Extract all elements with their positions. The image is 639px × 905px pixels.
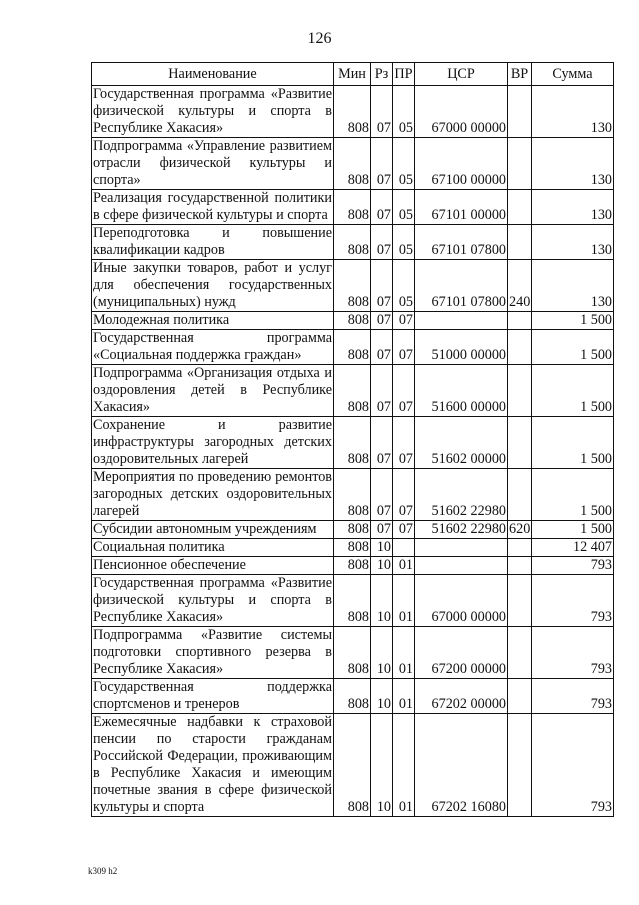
cell-sum: 793: [532, 679, 614, 714]
table-row: [92, 469, 614, 521]
cell-sum: 1 500: [532, 365, 614, 417]
cell-sum: 793: [532, 557, 614, 575]
cell-sum: 130: [532, 138, 614, 190]
cell-name: Подпрограмма «Организация отдыха и оздоровления детей в Республике Хакасия»: [93, 365, 332, 415]
header-rz: Рз: [371, 63, 393, 86]
cell-name: Субсидии автономным учреждениям: [92, 521, 334, 539]
cell-csr: 67202 00000: [415, 679, 508, 714]
cell-sum: 130: [532, 86, 614, 138]
cell-name: Молодежная политика: [92, 312, 334, 330]
cell-min: 808: [334, 521, 371, 539]
cell-name: Сохранение и развитие инфраструктуры загородных детских оздоровительных лагерей: [93, 417, 332, 467]
table-row: [92, 330, 614, 365]
cell-rz: 07: [371, 190, 393, 225]
table-row: [92, 679, 614, 714]
cell-csr: 51600 00000: [415, 365, 508, 417]
cell-rz: 10: [371, 714, 393, 817]
cell-name: Ежемесячные надбавки к страховой пенсии по старости гражданам Российской Федерации, проживающим в Республике Хакасия и имеющим почетные звания в сфере физической культуры и спорта: [93, 714, 332, 815]
cell-pr: 07: [393, 417, 415, 469]
cell-rz: 07: [371, 330, 393, 365]
header-name: Наименование: [92, 63, 334, 86]
cell-sum: 1 500: [532, 330, 614, 365]
header-min: Мин: [334, 63, 371, 86]
cell-vr: [508, 138, 532, 190]
cell-rz: 10: [371, 679, 393, 714]
header-vr: ВР: [508, 63, 532, 86]
table-row: [92, 225, 614, 260]
cell-rz: 07: [371, 86, 393, 138]
table-row: [92, 86, 614, 138]
cell-min: 808: [334, 138, 371, 190]
footer-code: k309 h2: [88, 866, 118, 876]
cell-min: 808: [334, 469, 371, 521]
cell-rz: 07: [371, 365, 393, 417]
cell-sum: 793: [532, 714, 614, 817]
cell-sum: 12 407: [532, 539, 614, 557]
header-csr: ЦСР: [415, 63, 508, 86]
header-sum: Сумма: [532, 63, 614, 86]
cell-min: 808: [334, 225, 371, 260]
cell-pr: 05: [393, 260, 415, 312]
cell-min: 808: [334, 365, 371, 417]
cell-rz: 07: [371, 521, 393, 539]
cell-min: 808: [334, 627, 371, 679]
cell-pr: 05: [393, 138, 415, 190]
cell-vr: [508, 557, 532, 575]
cell-csr: 67202 16080: [415, 714, 508, 817]
cell-pr: 01: [393, 714, 415, 817]
cell-vr: [508, 312, 532, 330]
table-row: [92, 190, 614, 225]
cell-csr: 51602 22980: [415, 521, 508, 539]
cell-sum: 130: [532, 260, 614, 312]
cell-rz: 07: [371, 469, 393, 521]
table-row: [92, 365, 614, 417]
cell-pr: 07: [393, 330, 415, 365]
cell-csr: 67200 00000: [415, 627, 508, 679]
cell-sum: 1 500: [532, 469, 614, 521]
cell-name: Пенсионное обеспечение: [92, 557, 334, 575]
cell-min: 808: [334, 260, 371, 312]
cell-pr: 07: [393, 469, 415, 521]
cell-vr: [508, 714, 532, 817]
table-row: [92, 714, 614, 817]
cell-name: Реализация государственной политики в сфере физической культуры и спорта: [93, 190, 332, 223]
cell-csr: 51602 00000: [415, 417, 508, 469]
header-pr: ПР: [393, 63, 415, 86]
cell-sum: 793: [532, 575, 614, 627]
cell-vr: [508, 225, 532, 260]
cell-vr: [508, 469, 532, 521]
table-row: [92, 627, 614, 679]
cell-name: Мероприятия по проведению ремонтов загородных детских оздоровительных лагерей: [93, 469, 332, 519]
cell-name: Государственная программа «Социальная поддержка граждан»: [93, 330, 332, 363]
cell-rz: 10: [371, 627, 393, 679]
cell-rz: 07: [371, 260, 393, 312]
cell-name: Иные закупки товаров, работ и услуг для обеспечения государственных (муниципальных) нужд: [93, 260, 332, 310]
cell-rz: 10: [371, 539, 393, 557]
cell-pr: 01: [393, 575, 415, 627]
cell-vr: [508, 627, 532, 679]
cell-pr: 05: [393, 86, 415, 138]
cell-csr: [415, 539, 508, 557]
cell-vr: [508, 539, 532, 557]
cell-min: 808: [334, 714, 371, 817]
cell-sum: 793: [532, 627, 614, 679]
cell-min: 808: [334, 679, 371, 714]
table-row: [92, 260, 614, 312]
cell-csr: [415, 312, 508, 330]
cell-name: Государственная поддержка спортсменов и тренеров: [93, 679, 332, 712]
table-row: [92, 575, 614, 627]
budget-table: [91, 62, 614, 817]
cell-rz: 07: [371, 138, 393, 190]
table-header-row: [92, 63, 614, 86]
cell-rz: 10: [371, 575, 393, 627]
cell-csr: 67000 00000: [415, 86, 508, 138]
cell-vr: [508, 190, 532, 225]
cell-vr: [508, 575, 532, 627]
table-row: [92, 417, 614, 469]
table-row: [92, 138, 614, 190]
cell-pr: 07: [393, 365, 415, 417]
cell-sum: 1 500: [532, 521, 614, 539]
cell-vr: [508, 679, 532, 714]
cell-rz: 07: [371, 417, 393, 469]
cell-rz: 07: [371, 225, 393, 260]
cell-pr: 07: [393, 312, 415, 330]
cell-min: 808: [334, 330, 371, 365]
cell-name: Государственная программа «Развитие физической культуры и спорта в Республике Хакасия»: [93, 575, 332, 625]
cell-csr: 67101 07800: [415, 225, 508, 260]
cell-name: Подпрограмма «Управление развитием отрасли физической культуры и спорта»: [93, 138, 332, 188]
cell-csr: 67100 00000: [415, 138, 508, 190]
cell-csr: 67000 00000: [415, 575, 508, 627]
cell-min: 808: [334, 417, 371, 469]
cell-min: 808: [334, 190, 371, 225]
cell-min: 808: [334, 557, 371, 575]
cell-pr: 05: [393, 190, 415, 225]
cell-sum: 1 500: [532, 417, 614, 469]
cell-name: Социальная политика: [92, 539, 334, 557]
cell-pr: 05: [393, 225, 415, 260]
cell-pr: 01: [393, 627, 415, 679]
table-row: [92, 539, 614, 557]
table-row: [92, 521, 614, 539]
table-row: [92, 557, 614, 575]
cell-min: 808: [334, 575, 371, 627]
cell-pr: 07: [393, 521, 415, 539]
cell-name: Подпрограмма «Развитие системы подготовки спортивного резерва в Республике Хакасия»: [93, 627, 332, 677]
cell-vr: 620: [509, 521, 531, 537]
page-number: 126: [307, 30, 332, 47]
cell-vr: [508, 330, 532, 365]
cell-vr: [508, 86, 532, 138]
cell-csr: [415, 557, 508, 575]
cell-sum: 130: [532, 190, 614, 225]
cell-rz: 10: [371, 557, 393, 575]
cell-csr: 67101 07800: [415, 260, 508, 312]
cell-csr: 51602 22980: [415, 469, 508, 521]
cell-pr: 01: [393, 557, 415, 575]
cell-rz: 07: [371, 312, 393, 330]
cell-name: Переподготовка и повышение квалификации кадров: [93, 225, 332, 258]
cell-vr: [508, 417, 532, 469]
cell-vr: [508, 365, 532, 417]
cell-name: Государственная программа «Развитие физической культуры и спорта в Республике Хакасия»: [93, 86, 332, 136]
cell-min: 808: [334, 539, 371, 557]
cell-csr: 67101 00000: [415, 190, 508, 225]
cell-pr: 01: [393, 679, 415, 714]
table-row: [92, 312, 614, 330]
cell-vr: 240: [508, 260, 532, 312]
cell-sum: 130: [532, 225, 614, 260]
cell-min: 808: [334, 86, 371, 138]
cell-sum: 1 500: [532, 312, 614, 330]
cell-min: 808: [334, 312, 371, 330]
cell-csr: 51000 00000: [415, 330, 508, 365]
cell-pr: [393, 539, 415, 557]
